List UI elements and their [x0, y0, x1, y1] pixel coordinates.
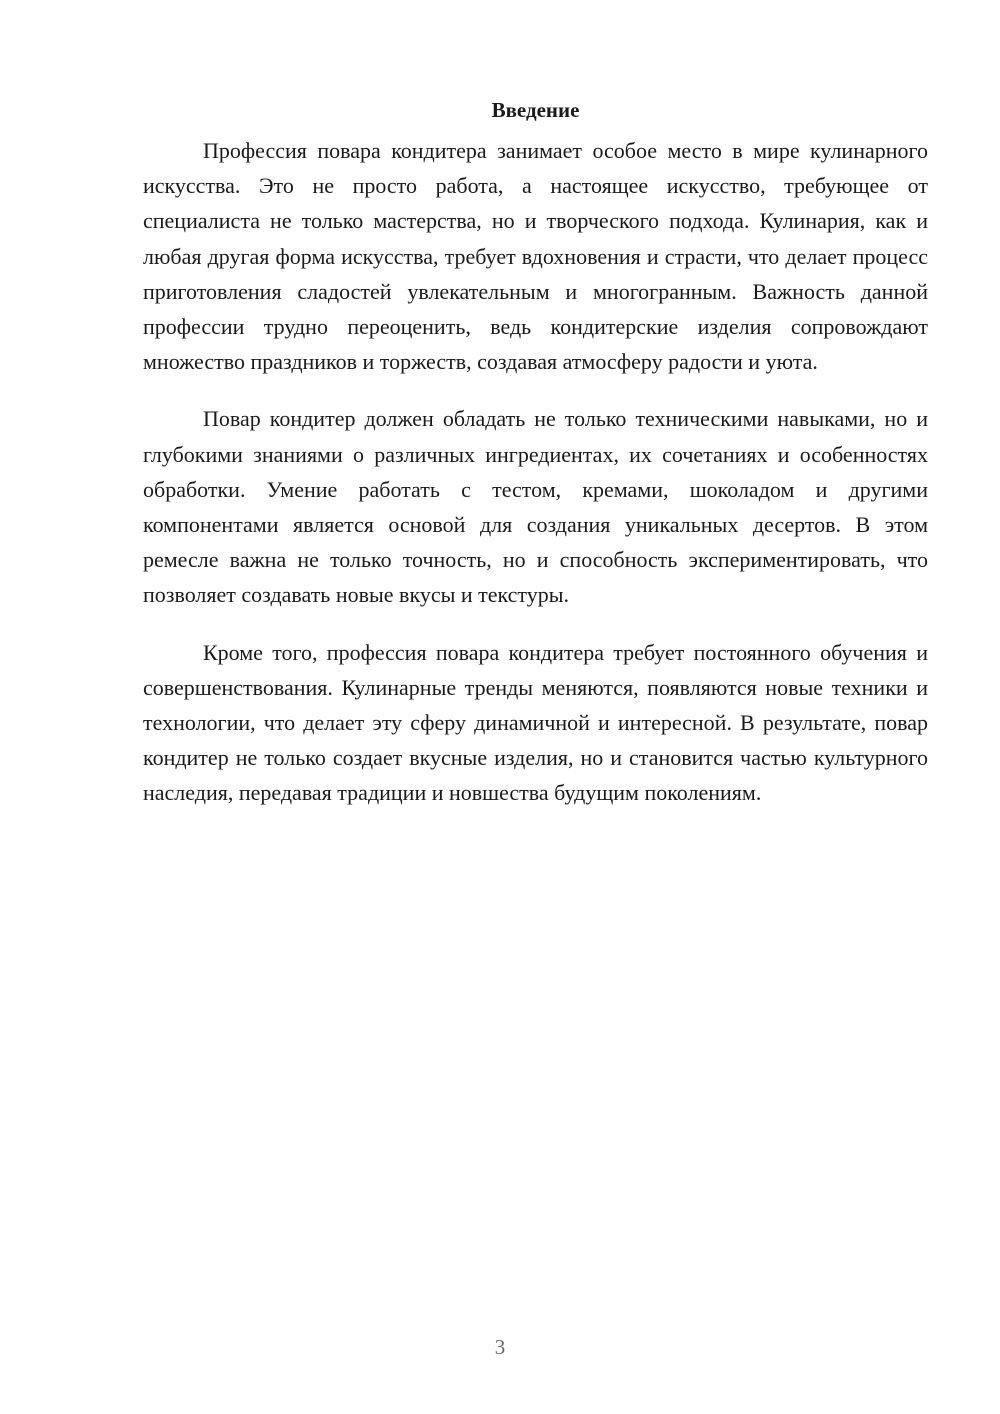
page-title: Введение: [491, 98, 580, 122]
paragraph-3: Кроме того, профессия повара кондитера требует постоянного обучения и совершенствования. Кулинарные тренды меняются, появляются новые техники и технологии, что делает эту сферу динамичной и интересной. В результате, повар кондитер не только создает вкусные изделия, но и становится частью культурного наследия, передавая традиции и новшества будущим поколениям.: [143, 639, 928, 806]
paragraph-2: Повар кондитер должен обладать не только техническими навыками, но и глубокими знаниями о различных ингредиентах, их сочетаниях и особенностях обработки. Умение работать с тестом, кремами, шоколадом и другими компонентами является основой для создания уникальных десертов. В этом ремесле важна не только точность, но и способность экспериментировать, что позволяет создавать новые вкусы и текстуры.: [143, 406, 928, 608]
paragraph-1: Профессия повара кондитера занимает особое место в мире кулинарного искусства. Это не просто работа, а настоящее искусство, требующее от специалиста не только мастерства, но и творческого подхода. Кулинария, как и любая другая форма искусства, требует вдохновения и страсти, что делает процесс приготовления сладостей увлекательным и многогранным. Важность данной профессии трудно переоценить, ведь кондитерские изделия сопровождают множество праздников и торжеств, создавая атмосферу радости и уюта.: [143, 138, 928, 375]
page-content: [143, 92, 928, 833]
page-number: 3: [494, 1335, 506, 1359]
